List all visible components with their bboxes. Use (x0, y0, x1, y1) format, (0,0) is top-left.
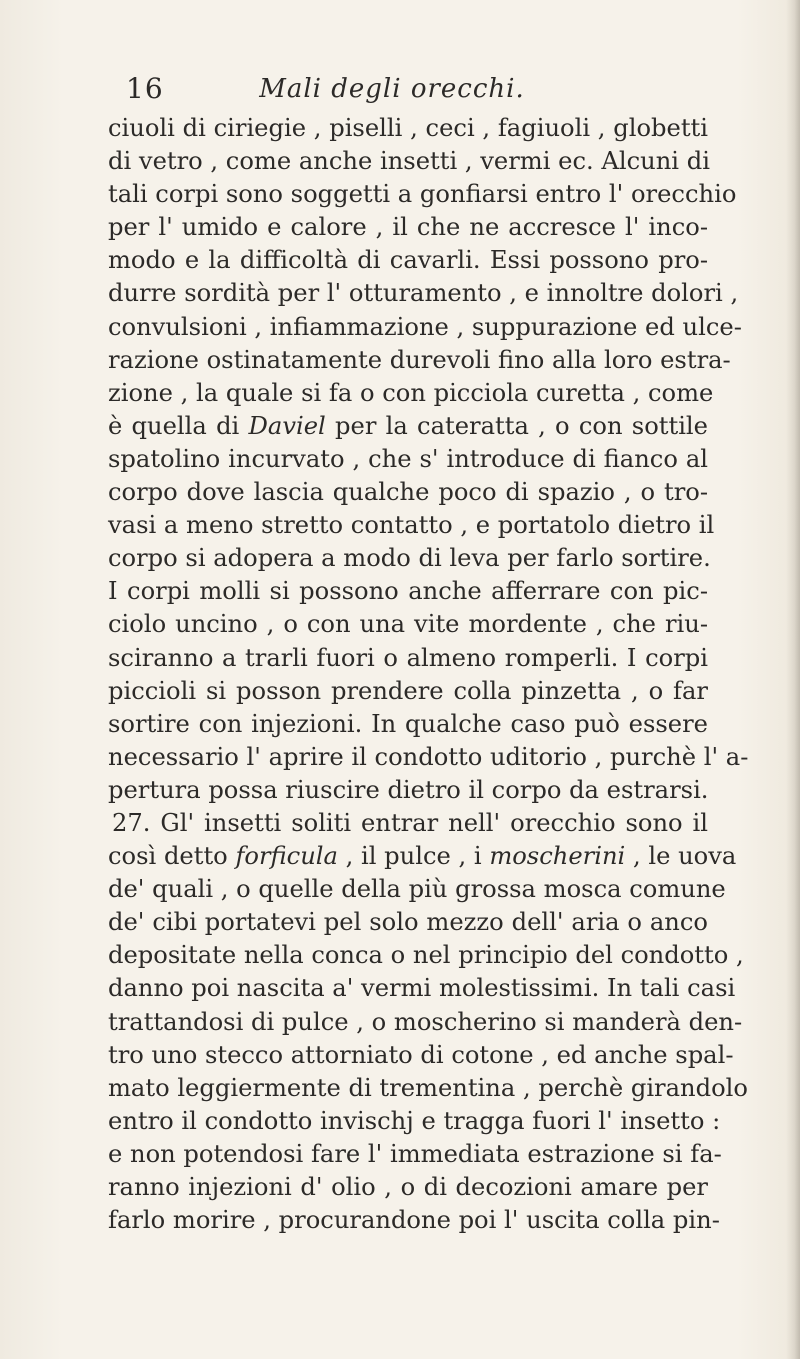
text-line: ranno injezioni d' olio , o di decozioni amare per (108, 1173, 708, 1201)
italic-term: forficula (235, 842, 338, 871)
text-line (108, 840, 737, 873)
text-line: necessario l' aprire il condotto uditorio , purchè l' a- (108, 742, 749, 771)
text-line: trattandosi di pulce , o moscherino si manderà den- (108, 1007, 743, 1036)
text-line: 27. Gl' insetti soliti entrar nell' orecchio sono il (112, 808, 708, 837)
page-header (112, 72, 672, 112)
text-line: e non potendosi fare l' immediata estrazione si fa- (108, 1139, 722, 1168)
text-line: durre sordità per l' otturamento , e innoltre dolori , (108, 279, 739, 308)
text-line: farlo morire , procurandone poi l' uscita colla pin- (108, 1206, 720, 1235)
text-line: tali corpi sono soggetti a gonfiarsi entro l' orecchio (108, 180, 737, 209)
text-line: pertura possa riuscire dietro il corpo da estrarsi. (108, 775, 709, 804)
running-title: Mali degli orecchi. (259, 74, 525, 104)
text-line: modo e la difficoltà di cavarli. Essi possono pro- (108, 246, 708, 275)
text-line (108, 377, 714, 410)
text-line: vasi a meno stretto contatto , e portatolo dietro il (108, 511, 715, 540)
page-number: 16 (126, 72, 164, 105)
text-line: di vetro , come anche insetti , vermi ec. Alcuni di (108, 147, 710, 176)
text-line (108, 410, 708, 443)
text-line: mato leggiermente di trementina , perchè girandolo (108, 1073, 748, 1102)
text-line: ciuoli di ciriegie , piselli , ceci , fagiuoli , globetti (108, 114, 708, 142)
text-line: razione ostinatamente durevoli fino alla loro estra- (108, 345, 731, 374)
text-segment: , le uova (625, 842, 737, 871)
text-line: de' quali , o quelle della più grossa mosca comune (108, 875, 726, 904)
text-line: de' cibi portatevi pel solo mezzo dell' aria o anco (108, 908, 708, 937)
text-line: I corpi molli si possono anche afferrare con pic- (108, 577, 708, 606)
text-line: sortire con injezioni. In qualche caso può essere (108, 709, 708, 738)
text-line: danno poi nascita a' vermi molestissimi. In tali casi (108, 974, 736, 1003)
text-line: ciolo uncino , o con una vite mordente , che riu- (108, 610, 708, 639)
text-line: per l' umido e calore , il che ne accresce l' inco- (108, 213, 708, 242)
italic-term: moscherini (489, 842, 626, 871)
text-line: piccioli si posson prendere colla pinzetta , o far (108, 676, 708, 705)
text-line: corpo dove lascia qualche poco di spazio , o tro- (108, 478, 708, 507)
text-line: convulsioni , infiammazione , suppurazione ed ulce- (108, 312, 742, 341)
text-line: spatolino incurvato , che s' introduce di fianco al (108, 444, 708, 473)
text-segment: , il pulce , i (337, 842, 490, 871)
text-line: corpo si adopera a modo di leva per farlo sortire. (108, 544, 711, 573)
text-line: sciranno a trarli fuori o almeno romperli. I corpi (108, 643, 708, 672)
text-segment: per la cateratta , o con sottile (325, 411, 708, 440)
text-line: entro il condotto invischj e tragga fuori l' insetto : (108, 1106, 721, 1135)
italic-name: Daviel (248, 411, 326, 440)
text-line: tro uno stecco attorniato di cotone , ed anche spal- (108, 1040, 734, 1069)
text-segment: così detto (108, 842, 236, 871)
body-text (108, 112, 749, 1237)
text-segment: zione , la quale si fa o con picciola curetta , come (108, 378, 714, 407)
text-segment: è quella di (108, 411, 249, 440)
page-edge-shadow (786, 0, 800, 1359)
text-line: depositate nella conca o nel principio del condotto , (108, 941, 744, 970)
